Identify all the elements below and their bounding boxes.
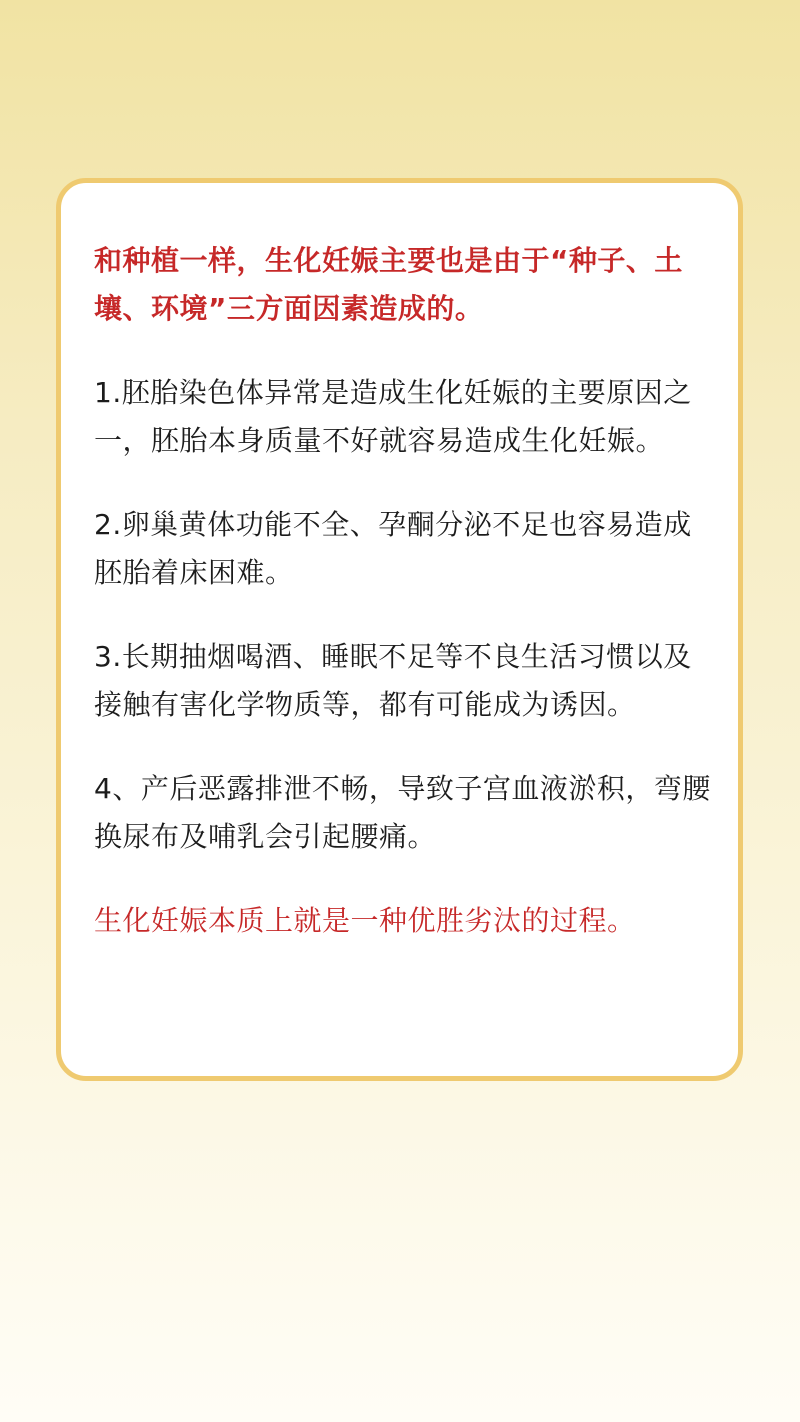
conclusion-text: 生化妊娠本质上就是一种优胜劣汰的过程。 xyxy=(94,904,636,937)
point-4-text: 4、产后恶露排泄不畅，导致子宫血液淤积，弯腰换尿布及哺乳会引起腰痛。 xyxy=(94,772,711,853)
point-2-text: 2.卵巢黄体功能不全、孕酮分泌不足也容易造成胚胎着床困难。 xyxy=(94,508,692,589)
intro-text: 和种植一样，生化妊娠主要也是由于“种子、土壤、环境”三方面因素造成的。 xyxy=(94,244,683,325)
point-3-text: 3.长期抽烟喝酒、睡眠不足等不良生活习惯以及接触有害化学物质等，都有可能成为诱因。 xyxy=(94,640,692,721)
point-1-text: 1.胚胎染色体异常是造成生化妊娠的主要原因之一，胚胎本身质量不好就容易造成生化妊娠。 xyxy=(94,376,692,457)
content-card xyxy=(56,178,743,1081)
